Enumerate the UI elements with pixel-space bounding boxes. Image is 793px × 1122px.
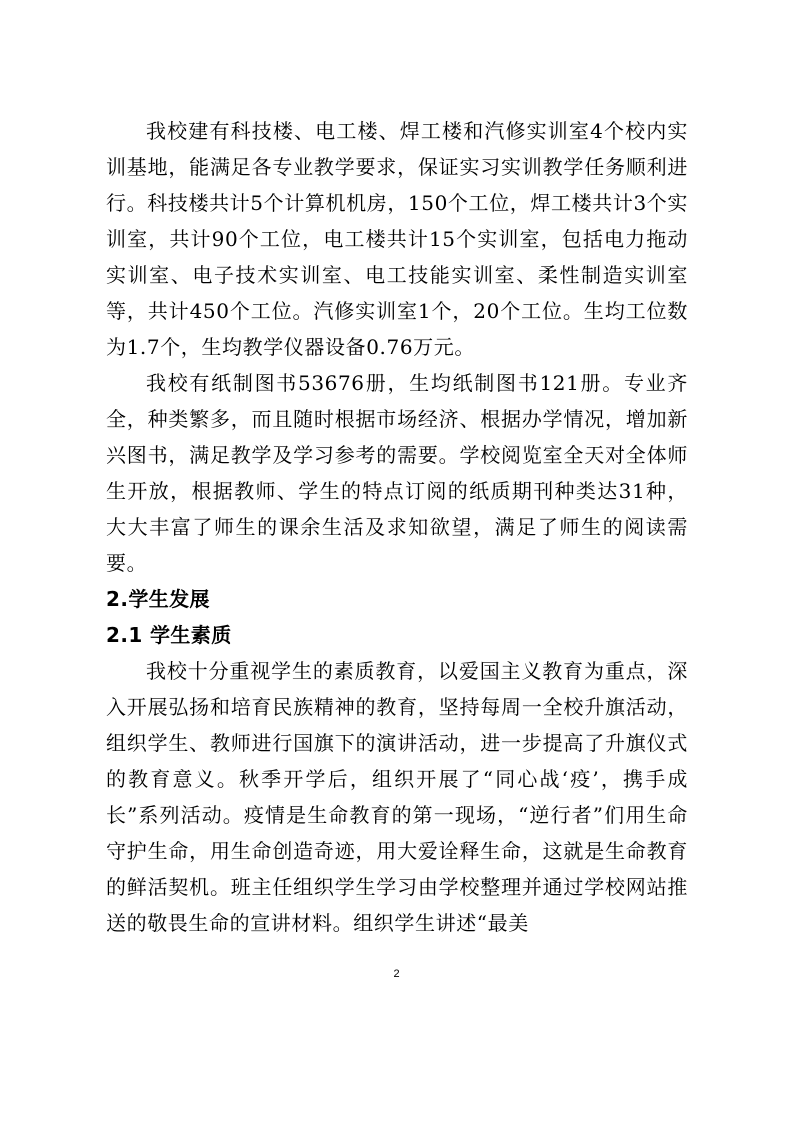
subsection-heading: 2.1 学生素质 — [106, 623, 232, 647]
paragraph-library-books: 我校有纸制图书53676册，生均纸制图书121册。专业齐全，种类繁多，而且随时根据市场经济、根据办学情况，增加新兴图书，满足教学及学习参考的需要。学校阅览室全天对全体师生开放，根据教师、学生的特点订阅的纸质期刊种类达31种，大大丰富了师生的课余生活及求知欲望，满足了师生的阅读需要。 — [106, 371, 688, 575]
page-body — [106, 113, 688, 941]
page-number: 2 — [393, 968, 400, 980]
paragraph-training-facilities: 我校建有科技楼、电工楼、焊工楼和汽修实训室4个校内实训基地，能满足各专业教学要求，保证实习实训教学任务顺利进行。科技楼共计5个计算机机房，150个工位，焊工楼共计3个实训室，共计90个工位，电工楼共计15个实训室，包括电力拖动实训室、电子技术实训室、电工技能实训室、柔性制造实训室等，共计450个工位。汽修实训室1个，20个工位。生均工位数为1.7个，生均教学仪器设备0.76万元。 — [106, 119, 688, 359]
section-heading: 2.学生发展 — [106, 587, 210, 611]
paragraph-student-quality: 我校十分重视学生的素质教育，以爱国主义教育为重点，深入开展弘扬和培育民族精神的教育，坚持每周一全校升旗活动，组织学生、教师进行国旗下的演讲活动，进一步提高了升旗仪式的教育意义。秋季开学后，组织开展了“同心战‘疫’，携手成长”系列活动。疫情是生命教育的第一现场，“逆行者”们用生命守护生命，用生命创造奇迹，用大爱诠释生命，这就是生命教育的鲜活契机。班主任组织学生学习由学校整理并通过学校网站推送的敬畏生命的宣讲材料。组织学生讲述“最美 — [106, 659, 688, 935]
